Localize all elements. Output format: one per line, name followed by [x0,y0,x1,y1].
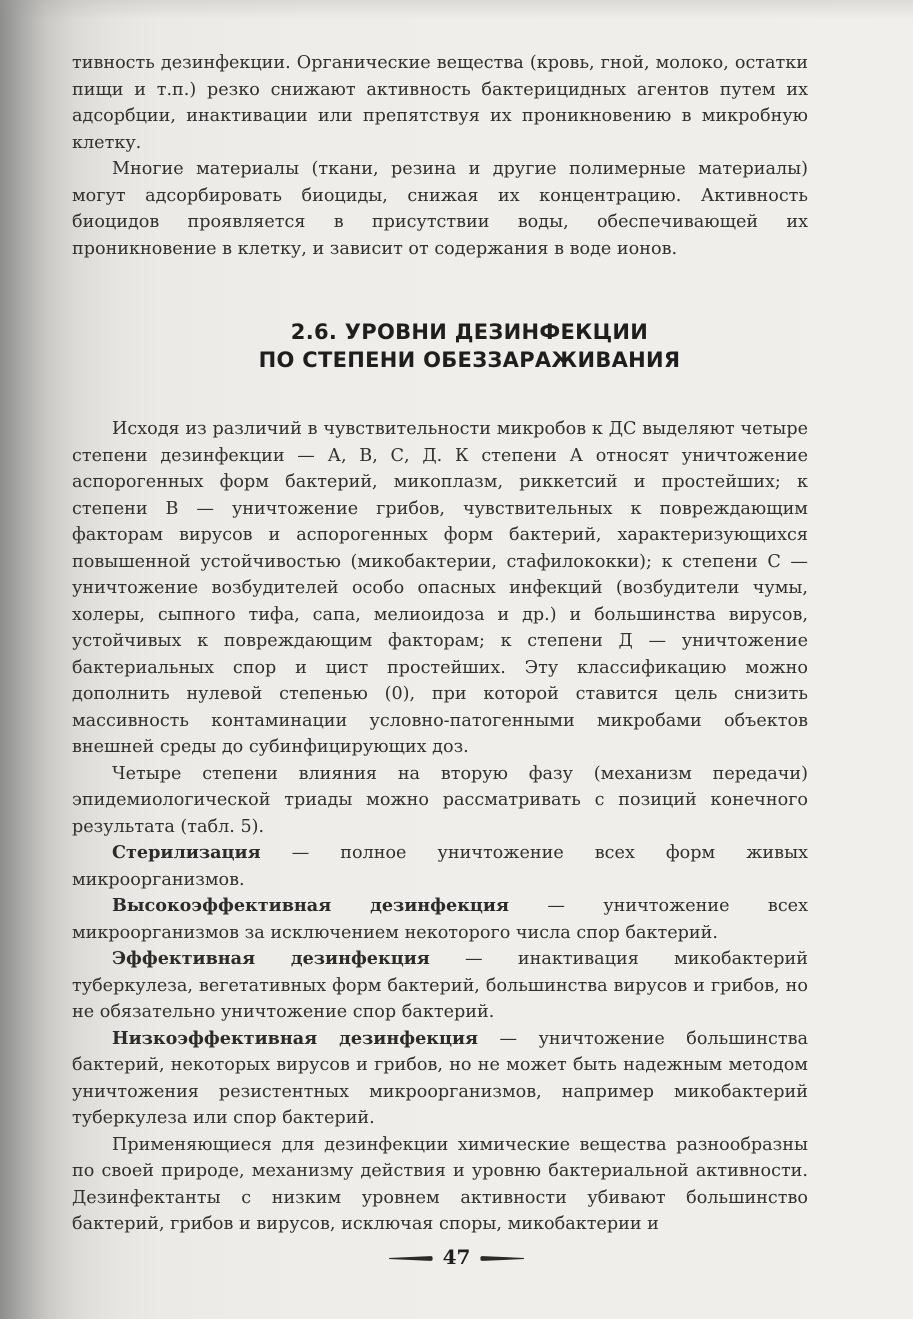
paragraph-triad: Четыре степени влияния на вторую фазу (механизм передачи) эпидемиологической триады можно рассматривать с позиций конечного результата (табл. 5). [72,763,808,837]
right-dash-ornament [480,1256,524,1261]
page-number: 47 [442,1245,471,1269]
term-low-level-disinfection: Низкоэффективная дезинфекция [112,1027,479,1049]
section-heading [0,318,913,374]
paragraph-materials: Многие материалы (ткани, резина и другие полимерные материалы) могут адсорбировать биоциды, снижая их концентрацию. Активность биоцидов проявляется в присутствии воды, обеспечивающей их проникновение в клетку, и зависит от содержания в воде ионов. [72,159,808,259]
paragraph-high-level [72,893,808,946]
paragraph-chemicals: Применяющиеся для дезинфекции химические вещества разнообразны по своей природе, механизму действия и уровню бактериальной активности. Дезинфектанты с низким уровнем активности убивают большинство бактерий, грибов и вирусов, исключая споры, микобактерии и [72,1134,808,1234]
page-shadow [0,0,913,20]
paragraph-continuation: тивность дезинфекции. Органические вещества (кровь, гной, молоко, остатки пищи и т.п.) резко снижают активность бактерицидных агентов путем их адсорбции, инактивации или препятствуя их проникновению в микробную клетку. [72,53,808,153]
page-footer [0,1245,913,1269]
term-effective-disinfection: Эффективная дезинфекция [112,948,430,969]
definition-effective: — инактивация микобактерий туберкулеза, вегетативных форм бактерий, большинства вирусов и грибов, но не обязательно уничтожение спор бактерий. [72,949,808,1022]
main-text-block [72,416,808,1238]
paragraph-sterilization [72,840,808,893]
paragraph-low-level [72,1026,808,1132]
definition-high-level: — уничтожение всех микроорганизмов за исключением некоторого числа спор бактерий. [72,896,809,943]
term-high-level-disinfection: Высокоэффективная дезинфекция [112,895,509,916]
top-text-block [72,50,808,262]
paragraph-intro: Исходя из различий в чувствительности микробов к ДС выделяют четыре степени дезинфекции — А, В, С, Д. К степени А относят уничтожение аспорогенных форм бактерий, микоплазм, риккетсий и простейших; к степени В — уничтожение грибов, чувствительных к повреждающим факторам вирусов и аспорогенных форм бактерий, характеризующихся повышенной устойчивостью (микобактерии, стафилококки); к степени С — уничтожение возбудителей особо опасных инфекций (возбудители чумы, холеры, сыпного тифа, сапа, мелиоидоза и др.) и большинства вирусов, устойчивых к повреждающим факторам; к степени Д — уничтожение бактериальных спор и цист простейших. Эту классификацию можно дополнить нулевой степенью (0), при которой ставится цель снизить массивность контаминации условно-патогенными микробами объектов внешней среды до субинфицирующих доз. [72,419,808,757]
definition-sterilization: — полное уничтожение всех форм живых микроорганизмов. [72,843,808,890]
definition-low-level: — уничтожение большинства бактерий, некоторых вирусов и грибов, но не может быть надежным методом уничтожения резистентных микроорганизмов, например микобактерий туберкулеза или спор бактерий. [72,1028,808,1128]
section-title-line-2: ПО СТЕПЕНИ ОБЕЗЗАРАЖИВАНИЯ [258,348,681,372]
term-sterilization: Стерилизация [112,842,261,863]
paragraph-effective [72,946,808,1026]
left-dash-ornament [389,1256,433,1261]
section-title-line-1: 2.6. УРОВНИ ДЕЗИНФЕКЦИИ [290,320,649,344]
